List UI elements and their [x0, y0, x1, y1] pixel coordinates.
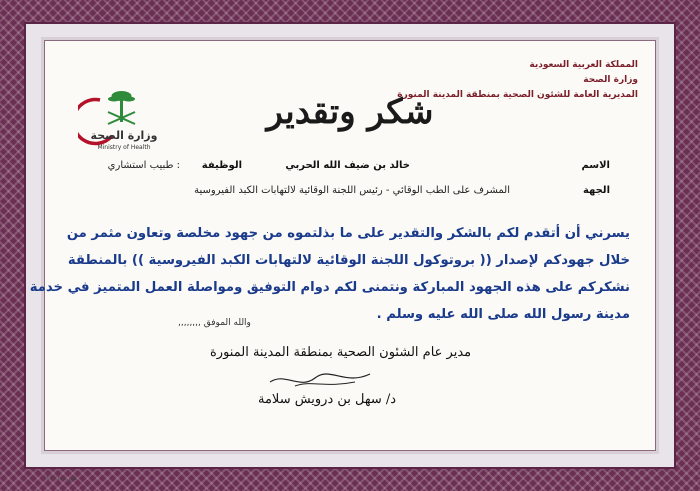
- signatory-title: مدير عام الشئون الصحية بمنطقة المدينة المنورة: [210, 345, 472, 360]
- entity-value: المشرف على الطب الوقائي - رئيس اللجنة الوقائية لالتهابات الكبد الفيروسية: [194, 185, 510, 196]
- header-ministry: وزارة الصحة: [583, 75, 638, 85]
- signatory-name: د/ سهل بن درويش سلامة: [258, 392, 397, 407]
- closing-phrase: والله الموفق ,,,,,,,,: [178, 318, 251, 328]
- entity-label: الجهة: [582, 185, 610, 196]
- serial-number: ش.ب/١١٠: [46, 474, 77, 482]
- body-line-3: نشكركم على هذه الجهود المباركة ونتمنى لكم دوام التوفيق ومواصلة العمل المتميز في خدمة: [29, 280, 630, 295]
- name-label: الاسم: [581, 160, 610, 171]
- logo-text-arabic: وزارة الصحة: [90, 129, 158, 142]
- header-directorate: المديرية العامة للشئون الصحية بمنطقة المدينة المنورة: [397, 90, 638, 100]
- name-value: خالد بن ضيف الله الحربي: [285, 160, 410, 171]
- body-line-4: مدينة رسول الله صلى الله عليه وسلم .: [376, 307, 630, 322]
- signature-icon: [265, 368, 375, 392]
- certificate-title: شكر وتقدير: [266, 92, 434, 132]
- job-value: : طبيب استشاري: [107, 160, 180, 171]
- header-kingdom: المملكة العربية السعودية: [529, 60, 638, 70]
- body-line-1: يسرني أن أتقدم لكم بالشكر والتقدير على ما بذلتموه من جهود مخلصة وتعاون مثمر من: [66, 226, 630, 241]
- body-line-2: خلال جهودكم لإصدار (( بروتوكول اللجنة الوقائية لالتهابات الكبد الفيروسية )) بالمنطقة: [67, 253, 630, 268]
- logo-text-english: Ministry of Health: [97, 144, 151, 151]
- job-label: الوظيفة: [201, 160, 242, 171]
